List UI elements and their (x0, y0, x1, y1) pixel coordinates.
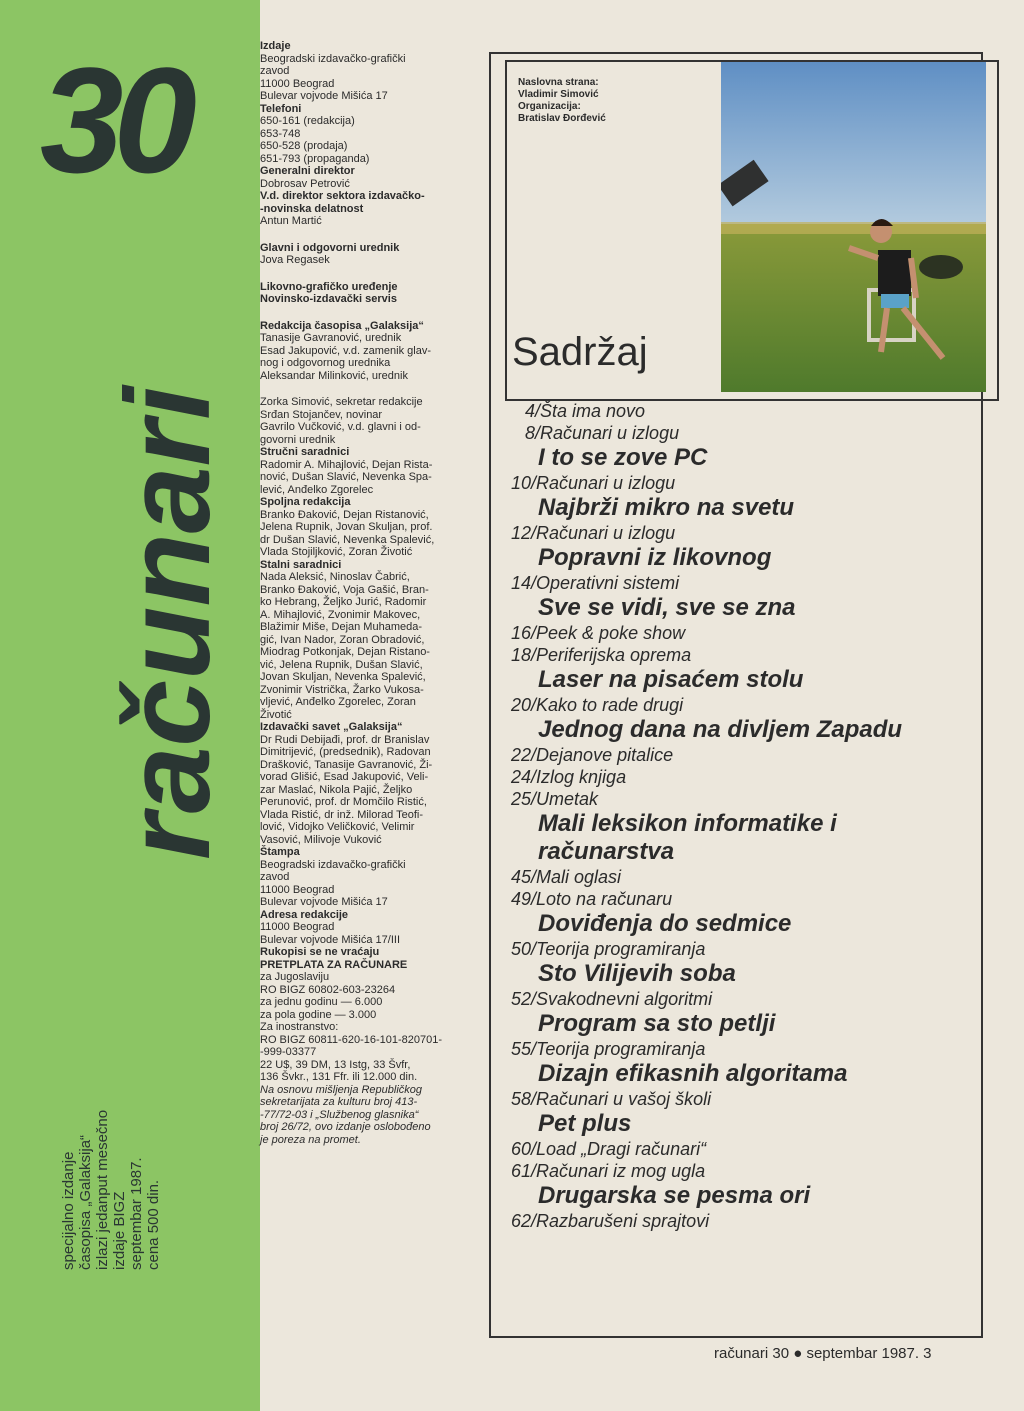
sidebar-info-line: izlazi jedanput mesečno (94, 1109, 111, 1270)
credits-line: Esad Jakupović, v.d. zamenik glav- (260, 344, 431, 357)
toc-section-entry: 24/Izlog knjiga (511, 767, 627, 787)
credits-line: Rukopisi se ne vraćaju (260, 946, 380, 958)
credits-line: Gavrilo Vučković, v.d. glavni i od- (260, 421, 421, 433)
green-sidebar (0, 0, 260, 1411)
credits-line: Izdaje (260, 40, 291, 52)
credits-line: 11000 Beograd (260, 77, 335, 90)
credits-line: vić, Jelena Rupnik, Dušan Slavić, (260, 658, 423, 671)
toc-article-title: Popravni iz likovnog (538, 544, 772, 571)
cover-photo (721, 62, 986, 392)
credits-line: 650-528 (prodaja) (260, 140, 348, 152)
toc-article-title: Pet plus (538, 1110, 632, 1137)
issue-number: 30 (40, 36, 187, 204)
sidebar-info-line: specijalno izdanje (60, 1151, 77, 1270)
credits-line: Dr Rudi Debijađi, prof. dr Branislav (260, 733, 430, 746)
toc-section-entry: 18/Periferijska oprema (511, 645, 692, 665)
credits-line: Aleksandar Milinković, urednik (260, 369, 408, 382)
credits-spacer (260, 228, 500, 242)
toc-section-entry: 58/Računari u vašoj školi (511, 1089, 712, 1109)
toc-article-title: Sto Vilijevih soba (538, 960, 736, 987)
toc-section-entry: 14/Operativni sistemi (511, 573, 680, 593)
credits-line: A. Mihajlović, Zvonimir Makovec, (260, 608, 421, 621)
toc-article-title: Najbrži mikro na svetu (538, 494, 795, 521)
sidebar-info-line: časopisa „Galaksija“ (77, 1134, 94, 1270)
credits-line: Perunović, prof. dr Momčilo Ristić, (260, 796, 427, 808)
toc-article-title: Program sa sto petlji (538, 1010, 776, 1037)
credits-line: nog i odgovornog urednika (260, 357, 391, 369)
credits-line: nović, Dušan Slavić, Nevenka Spa- (260, 471, 432, 483)
credits-line: zar Maslać, Nikola Pajić, Željko (260, 783, 413, 796)
toc-article-title: Mali leksikon informatike i (538, 810, 837, 837)
credits-line: zavod (260, 65, 290, 77)
credits-line: Glavni i odgovorni urednik (260, 241, 400, 254)
credits-line: Generalni direktor (260, 165, 355, 177)
credits-line: RO BIGZ 60802-603-23264 (260, 983, 396, 996)
toc-article-title: I to se zove PC (538, 444, 708, 471)
toc-article-title: Laser na pisaćem stolu (538, 666, 804, 693)
credits-line: Telefoni (260, 102, 302, 115)
toc-article-title: Sve se vidi, sve se zna (538, 594, 796, 621)
credits-line: Zvonimir Vistrička, Žarko Vukosa- (260, 683, 424, 696)
credits-line: zavod (260, 871, 290, 883)
credits-line: Jelena Rupnik, Jovan Skuljan, prof. (260, 521, 433, 533)
toc-section-entry: 25/Umetak (511, 789, 599, 809)
credits-line: PRETPLATA ZA RAČUNARE (260, 958, 408, 971)
credits-line: Branko Đaković, Voja Gašić, Bran- (260, 583, 429, 596)
credits-line: Likovno-grafičko uređenje (260, 280, 398, 293)
credits-line: Jova Regasek (260, 254, 330, 266)
credits-line: Blažimir Miše, Dejan Muhameda- (260, 621, 422, 633)
magazine-name: računari (101, 386, 235, 860)
credits-line: Beogradski izdavačko-grafički (260, 52, 406, 65)
credits-line: gić, Ivan Nador, Zoran Obradović, (260, 633, 425, 646)
toc-section-entry: 20/Kako to rade drugi (511, 695, 684, 715)
credits-line: 651-793 (propaganda) (260, 152, 370, 165)
credits-line: 11000 Beograd (260, 921, 335, 933)
credits-line: Bulevar vojvode Mišića 17 (260, 896, 388, 908)
credits-line: Antun Martić (260, 215, 322, 227)
credits-line: Životić (260, 708, 292, 721)
credits-line: Dimitrijević, (predsednik), Radovan (260, 746, 431, 758)
credits-line: Bulevar vojvode Mišića 17 (260, 90, 388, 102)
credits-line: je poreza na promet. (260, 1133, 361, 1146)
credits-line: Vlada Ristić, dr inž. Milorad Teofi- (260, 808, 424, 821)
toc-heading: Sadržaj (512, 330, 648, 374)
credits-line: Radomir A. Mihajlović, Dejan Rista- (260, 458, 433, 471)
toc-section-entry: 60/Load „Dragi računari“ (511, 1139, 707, 1159)
toc-article-title: Jednog dana na divljem Zapadu (538, 716, 903, 743)
credits-line: Stalni saradnici (260, 558, 342, 571)
cover-credit-note (518, 77, 606, 125)
toc-section-entry: 52/Svakodnevni algoritmi (511, 989, 713, 1009)
credits-line: Branko Đaković, Dejan Ristanović, (260, 508, 429, 521)
credits-line: Vasović, Milivoje Vuković (260, 833, 382, 846)
credits-line: za Jugoslaviju (260, 971, 330, 983)
credits-line: 22 U$, 39 DM, 13 Istg, 33 Švfr, (260, 1058, 411, 1071)
sidebar-info-line: cena 500 din. (145, 1179, 162, 1270)
credits-line: Na osnovu mišljenja Republičkog (260, 1083, 423, 1096)
toc-section-entry: 16/Peek & poke show (511, 623, 686, 643)
toc-section-entry: 45/Mali oglasi (511, 867, 622, 887)
toc-section-entry: 10/Računari u izlogu (511, 473, 676, 493)
credits-line: vljević, Anđelko Zgorelec, Zoran (260, 696, 416, 708)
credits-line: 653-748 (260, 127, 301, 140)
toc-section-entry: 22/Dejanove pitalice (511, 745, 674, 765)
credits-line: sekretarijata za kulturu broj 413- (260, 1096, 418, 1108)
sidebar-info-line: izdaje BIGZ (111, 1191, 128, 1270)
credits-line: Bulevar vojvode Mišića 17/III (260, 933, 401, 946)
credits-line: Miodrag Potkonjak, Dejan Ristano- (260, 646, 430, 658)
credits-line: Dobrosav Petrović (260, 177, 350, 190)
credits-line: broj 26/72, ovo izdanje oslobođeno (260, 1121, 431, 1133)
credits-line: 136 Švkr., 131 Ffr. ili 12.000 din. (260, 1071, 418, 1083)
credits-line: V.d. direktor sektora izdavačko- (260, 190, 425, 202)
toc-section-entry: 62/Razbarušeni sprajtovi (511, 1211, 710, 1231)
sidebar-info (60, 1040, 162, 1270)
credits-line: Zorka Simović, sekretar redakcije (260, 396, 423, 408)
toc-article-title: Dizajn efikasnih algoritama (538, 1060, 848, 1087)
toc-list (503, 400, 983, 1232)
credits-line: Beogradski izdavačko-grafički (260, 858, 406, 871)
credits-line: Izdavački savet „Galaksija“ (260, 721, 403, 733)
credits-line: Štampa (260, 846, 300, 858)
credits-line: Stručni saradnici (260, 446, 350, 458)
credits-spacer (260, 267, 500, 281)
credits-line: Tanasije Gavranović, urednik (260, 332, 402, 344)
toc-section-entry: 8/Računari u izlogu (525, 423, 680, 443)
credits-line: dr Dušan Slavić, Nevenka Spalević, (260, 533, 435, 546)
credits-line: Vlada Stojiljković, Zoran Životić (260, 546, 413, 558)
credits-line: Spoljna redakcija (260, 496, 351, 508)
page-footer: računari 30 ● septembar 1987. 3 (714, 1345, 932, 1362)
credits-line: 11000 Beograd (260, 883, 335, 896)
toc-article-title: Drugarska se pesma ori (538, 1182, 811, 1209)
credits-line: Jovan Skuljan, Nevenka Spalević, (260, 671, 426, 683)
credits-line: Drašković, Tanasije Gavranović, Ži- (260, 758, 433, 771)
credits-line: vorad Glišić, Esad Jakupović, Veli- (260, 771, 429, 783)
toc-section-entry: 55/Teorija programiranja (511, 1039, 706, 1059)
credits-line: govorni urednik (260, 433, 336, 446)
credits-line: Nada Aleksić, Ninoslav Čabrić, (260, 571, 410, 583)
credits-line: lović, Vidojko Veličković, Velimir (260, 821, 415, 833)
toc-article-title: računarstva (538, 838, 675, 865)
credits-line: Srđan Stojančev, novinar (260, 408, 383, 421)
credits-line: Novinsko-izdavački servis (260, 293, 397, 305)
cover-note-line: Bratislav Đorđević (518, 113, 606, 124)
toc-section-entry: 61/Računari iz mog ugla (511, 1161, 706, 1181)
cover-note-line: Organizacija: (518, 101, 581, 112)
toc-section-entry: 50/Teorija programiranja (511, 939, 706, 959)
cover-note-line: Naslovna strana: (518, 77, 599, 88)
toc-section-entry: 49/Loto na računaru (511, 889, 673, 909)
credits-line: Za inostranstvo: (260, 1021, 339, 1033)
toc-article-title: Doviđenja do sedmice (538, 910, 792, 937)
credits-line: Adresa redakcije (260, 908, 349, 921)
credits-spacer (260, 382, 500, 396)
cover-note-line: Vladimir Simović (518, 89, 599, 100)
credits-line: za pola godine — 3.000 (260, 1008, 377, 1021)
sidebar-info-line: septembar 1987. (128, 1157, 145, 1270)
credits-line: -999-03377 (260, 1046, 317, 1058)
credits-line: RO BIGZ 60811-620-16-101-820701- (260, 1033, 443, 1046)
credits-line: za jednu godinu — 6.000 (260, 996, 383, 1008)
credits-line: ko Hebrang, Željko Jurić, Radomir (260, 596, 427, 608)
credits-line: 650-161 (redakcija) (260, 115, 355, 127)
credits-line: lević, Anđelko Zgorelec (260, 483, 374, 496)
toc-section-entry: 12/Računari u izlogu (511, 523, 676, 543)
credits-line: -novinska delatnost (260, 202, 364, 215)
credits-line: -77/72-03 i „Službenog glasnika“ (260, 1108, 419, 1121)
credits-line: Redakcija časopisa „Galaksija“ (260, 319, 424, 332)
toc-section-entry: 4/Šta ima novo (525, 401, 646, 421)
credits-column (260, 40, 500, 1146)
credits-spacer (260, 306, 500, 320)
